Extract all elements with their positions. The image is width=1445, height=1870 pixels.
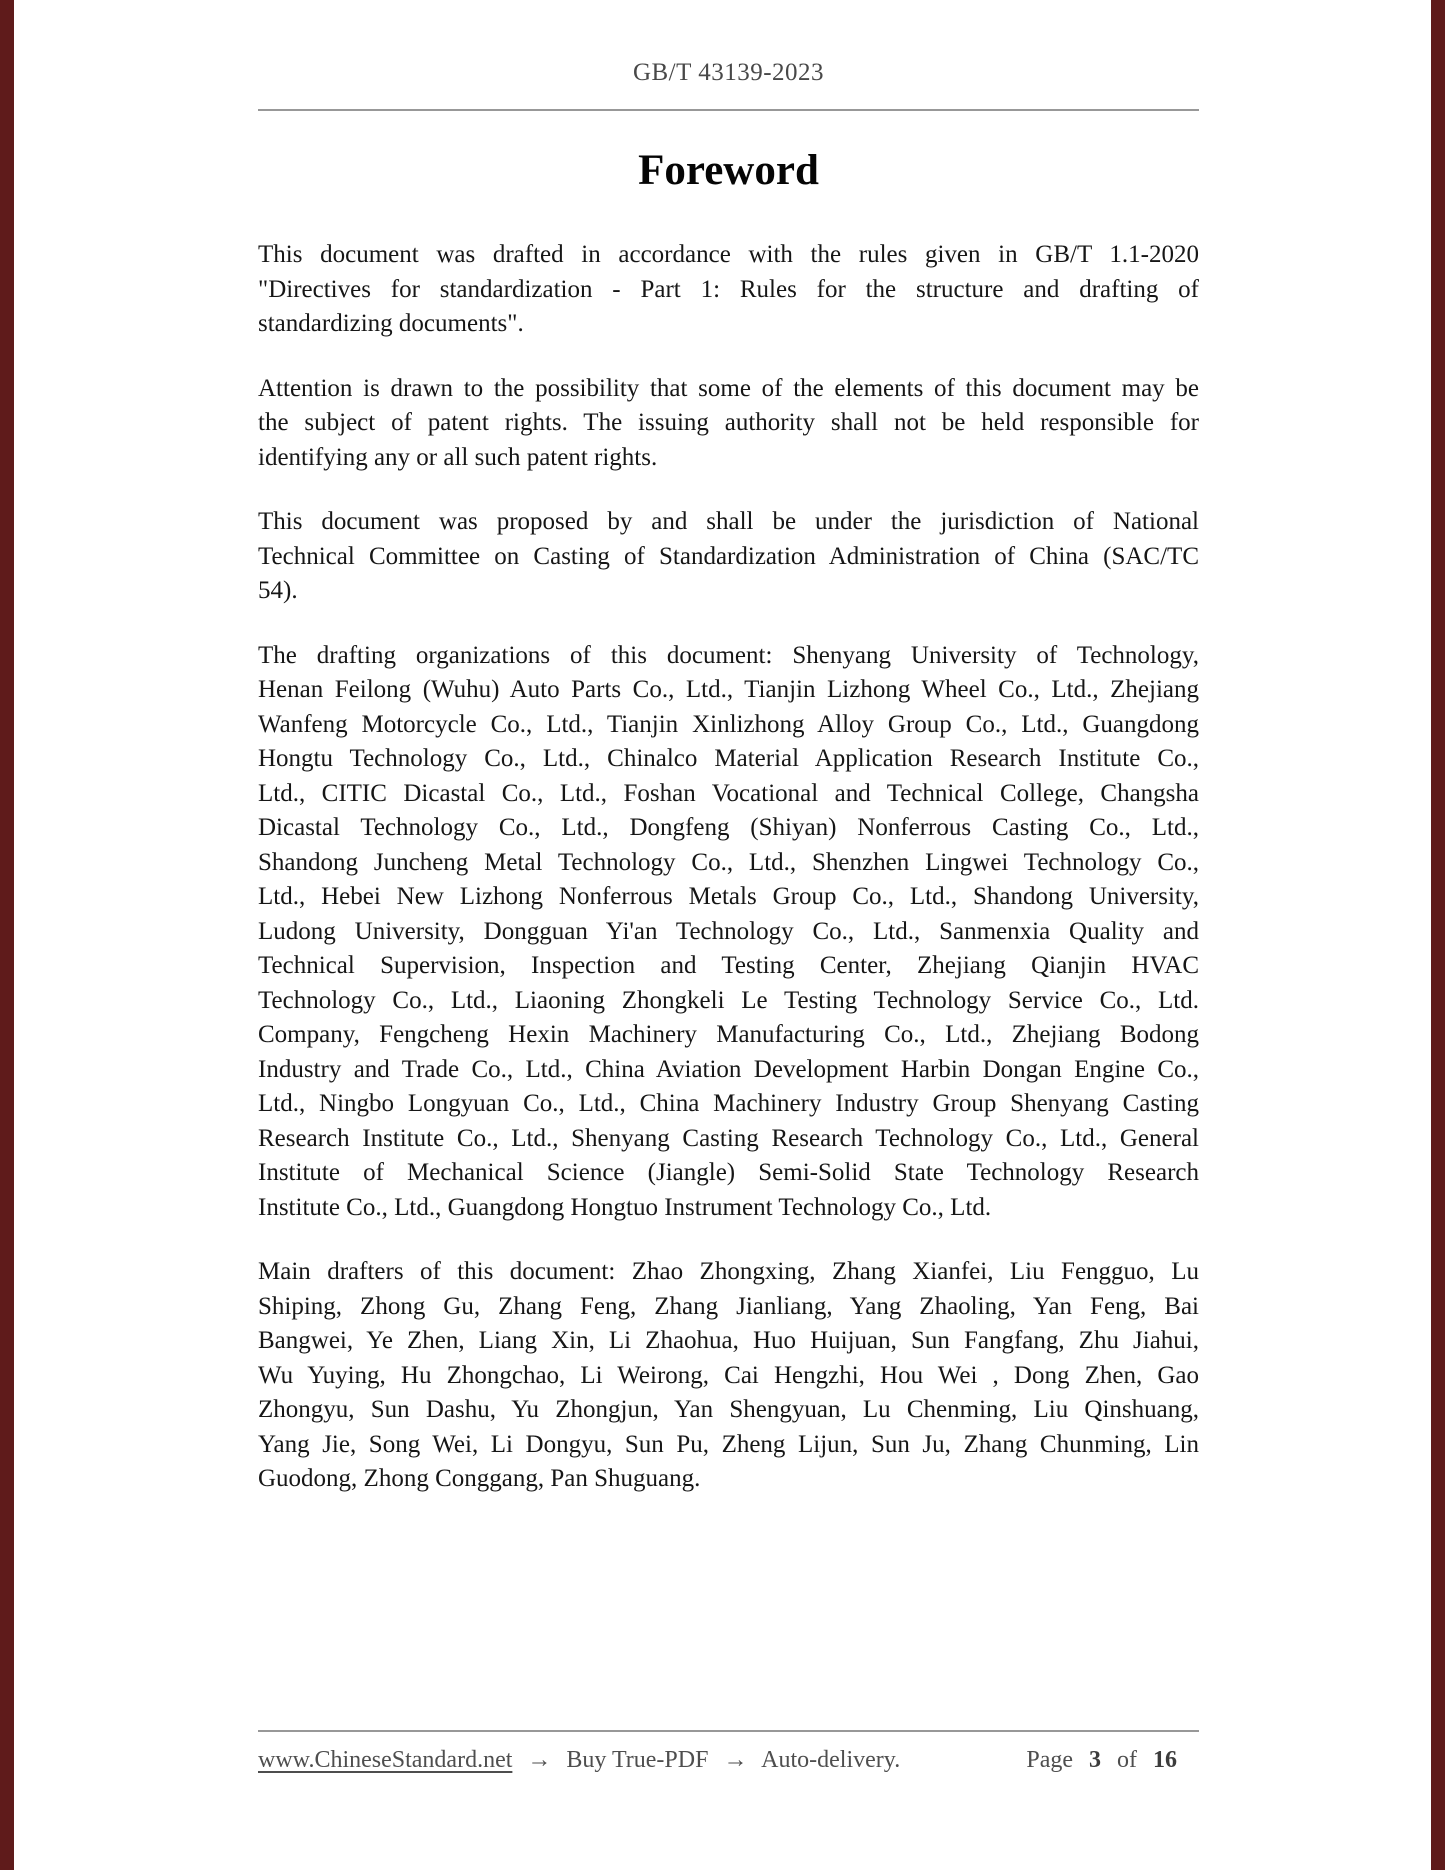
footer-rule [258, 1730, 1199, 1732]
paragraph-line: Technical Supervision, Inspection and Testing Center, Zhejiang Qianjin HVAC [258, 952, 1199, 979]
website-link[interactable]: www.ChineseStandard.net [258, 1747, 513, 1773]
paragraph-line: This document was drafted in accordance with the rules given in GB/T 1.1-2020 [258, 241, 1199, 268]
paragraph-line: 54). [258, 577, 298, 604]
total-pages-number: 16 [1153, 1747, 1177, 1773]
paragraph-line: Research Institute Co., Ltd., Shenyang Casting Research Technology Co., Ltd., General [258, 1124, 1199, 1152]
header-rule [258, 109, 1199, 111]
paragraph-line: Zhongyu, Sun Dashu, Yu Zhongjun, Yan Shengyuan, Lu Chenming, Liu Qinshuang, [258, 1396, 1199, 1423]
paragraph-line: Technical Committee on Casting of Standardization Administration of China (SAC/TC [258, 542, 1199, 570]
page-edge-bar-right [1431, 0, 1445, 1870]
paragraph-line: Institute Co., Ltd., Guangdong Hongtuo Instrument Technology Co., Ltd. [258, 1193, 992, 1221]
paragraph [258, 505, 1199, 609]
paragraph [258, 238, 1199, 342]
paragraph-line: the subject of patent rights. The issuing authority shall not be held responsible for [258, 409, 1199, 436]
arrow-icon: → [527, 1747, 552, 1773]
paragraph-line: Dicastal Technology Co., Ltd., Dongfeng (Shiyan) Nonferrous Casting Co., Ltd., [258, 814, 1199, 841]
arrow-icon: → [723, 1747, 748, 1773]
page-indicator [1026, 1745, 1199, 1775]
paragraph-line: standardizing documents". [258, 310, 524, 337]
paragraph [258, 1255, 1199, 1497]
paragraph-line: Attention is drawn to the possibility that some of the elements of this document may be [258, 374, 1199, 402]
paragraph-line: Guodong, Zhong Conggang, Pan Shuguang. [258, 1465, 701, 1492]
paragraph-line: "Directives for standardization - Part 1: Rules for the structure and drafting of [258, 275, 1199, 303]
paragraph-line: Yang Jie, Song Wei, Li Dongyu, Sun Pu, Zheng Lijun, Sun Ju, Zhang Chunming, Lin [258, 1430, 1199, 1458]
of-label: of [1117, 1747, 1137, 1773]
current-page-number: 3 [1089, 1747, 1101, 1773]
paragraph-line: Bangwei, Ye Zhen, Liang Xin, Li Zhaohua, Huo Huijuan, Sun Fangfang, Zhu Jiahui, [258, 1327, 1199, 1354]
buy-true-pdf-label: Buy True-PDF [566, 1747, 709, 1773]
paragraph-line: Shiping, Zhong Gu, Zhang Feng, Zhang Jianliang, Yang Zhaoling, Yan Feng, Bai [258, 1292, 1199, 1320]
paragraph-line: Wu Yuying, Hu Zhongchao, Li Weirong, Cai Hengzhi, Hou Wei , Dong Zhen, Gao [258, 1361, 1199, 1389]
paragraph-line: identifying any or all such patent rights. [258, 443, 658, 471]
paragraph-line: Henan Feilong (Wuhu) Auto Parts Co., Ltd., Tianjin Lizhong Wheel Co., Ltd., Zhejiang [258, 676, 1199, 703]
standard-code-header: GB/T 43139-2023 [632, 59, 825, 86]
paragraph-line: Main drafters of this document: Zhao Zhongxing, Zhang Xianfei, Liu Fengguo, Lu [258, 1258, 1199, 1285]
paragraph-line: Ltd., Ningbo Longyuan Co., Ltd., China Machinery Industry Group Shenyang Casting [258, 1090, 1199, 1117]
paragraph-line: This document was proposed by and shall be under the jurisdiction of National [258, 508, 1199, 535]
foreword-paragraphs [258, 238, 1199, 1527]
paragraph-line: Shandong Juncheng Metal Technology Co., Ltd., Shenzhen Lingwei Technology Co., [258, 848, 1199, 876]
paragraph-line: Ludong University, Dongguan Yi'an Technology Co., Ltd., Sanmenxia Quality and [258, 917, 1199, 945]
paragraph-line: Technology Co., Ltd., Liaoning Zhongkeli Le Testing Technology Service Co., Ltd. [258, 986, 1199, 1014]
page-label: Page [1026, 1747, 1073, 1773]
paragraph-line: Institute of Mechanical Science (Jiangle) Semi-Solid State Technology Research [258, 1159, 1199, 1186]
page-content [258, 0, 1199, 1870]
paragraph-line: The drafting organizations of this document: Shenyang University of Technology, [258, 641, 1199, 669]
page-title: Foreword [638, 147, 819, 194]
page-edge-bar-left [0, 0, 14, 1870]
page-footer [258, 1745, 1199, 1775]
paragraph-line: Ltd., Hebei New Lizhong Nonferrous Metals Group Co., Ltd., Shandong University, [258, 883, 1199, 910]
paragraph-line: Wanfeng Motorcycle Co., Ltd., Tianjin Xinlizhong Alloy Group Co., Ltd., Guangdong [258, 710, 1199, 738]
paragraph-line: Hongtu Technology Co., Ltd., Chinalco Material Application Research Institute Co., [258, 745, 1199, 772]
paragraph-line: Ltd., CITIC Dicastal Co., Ltd., Foshan Vocational and Technical College, Changsha [258, 779, 1199, 807]
footer-promo [258, 1745, 900, 1775]
auto-delivery-label: Auto-delivery. [761, 1747, 901, 1773]
paragraph [258, 372, 1199, 476]
paragraph-line: Company, Fengcheng Hexin Machinery Manufacturing Co., Ltd., Zhejiang Bodong [258, 1021, 1199, 1048]
paragraph [258, 639, 1199, 1226]
paragraph-line: Industry and Trade Co., Ltd., China Aviation Development Harbin Dongan Engine Co., [258, 1055, 1199, 1083]
